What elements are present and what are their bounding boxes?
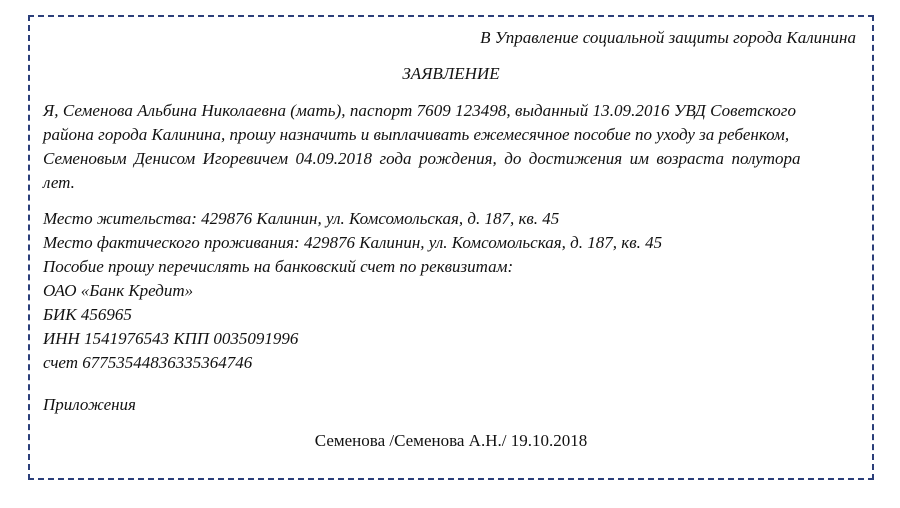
bik-line: БИК 456965	[43, 305, 132, 324]
statement-line: лет.	[43, 173, 75, 192]
inn-kpp-line: ИНН 1541976543 КПП 0035091996	[43, 329, 299, 348]
account-line: счет 67753544836335364746	[43, 353, 253, 372]
signature-line: Семенова /Семенова А.Н./ 19.10.2018	[314, 431, 588, 450]
residence-line: Место жительства: 429876 Калинин, ул. Комсомольская, д. 187, кв. 45	[43, 209, 560, 228]
payment-instruction-line: Пособие прошу перечислять на банковский счет по реквизитам:	[43, 257, 514, 276]
attachments-label: Приложения	[43, 395, 136, 414]
actual-residence-line: Место фактического проживания: 429876 Калинин, ул. Комсомольская, д. 187, кв. 45	[43, 233, 663, 252]
addressee-line: В Управление социальной защиты города Калинина	[480, 28, 856, 47]
statement-line: района города Калинина, прошу назначить и выплачивать ежемесячное пособие по уходу за ребенком,	[43, 125, 790, 144]
details-block	[43, 207, 863, 375]
bank-name-line: ОАО «Банк Кредит»	[43, 281, 194, 300]
document-frame	[28, 15, 874, 480]
statement-line: Я, Семенова Альбина Николаевна (мать), паспорт 7609 123498, выданный 13.09.2016 УВД Советского	[43, 101, 796, 120]
document-title: ЗАЯВЛЕНИЕ	[402, 64, 500, 83]
statement-body	[43, 99, 863, 195]
statement-line: Семеновым Денисом Игоревичем 04.09.2018 года рождения, до достижения им возраста полутора	[43, 149, 801, 168]
